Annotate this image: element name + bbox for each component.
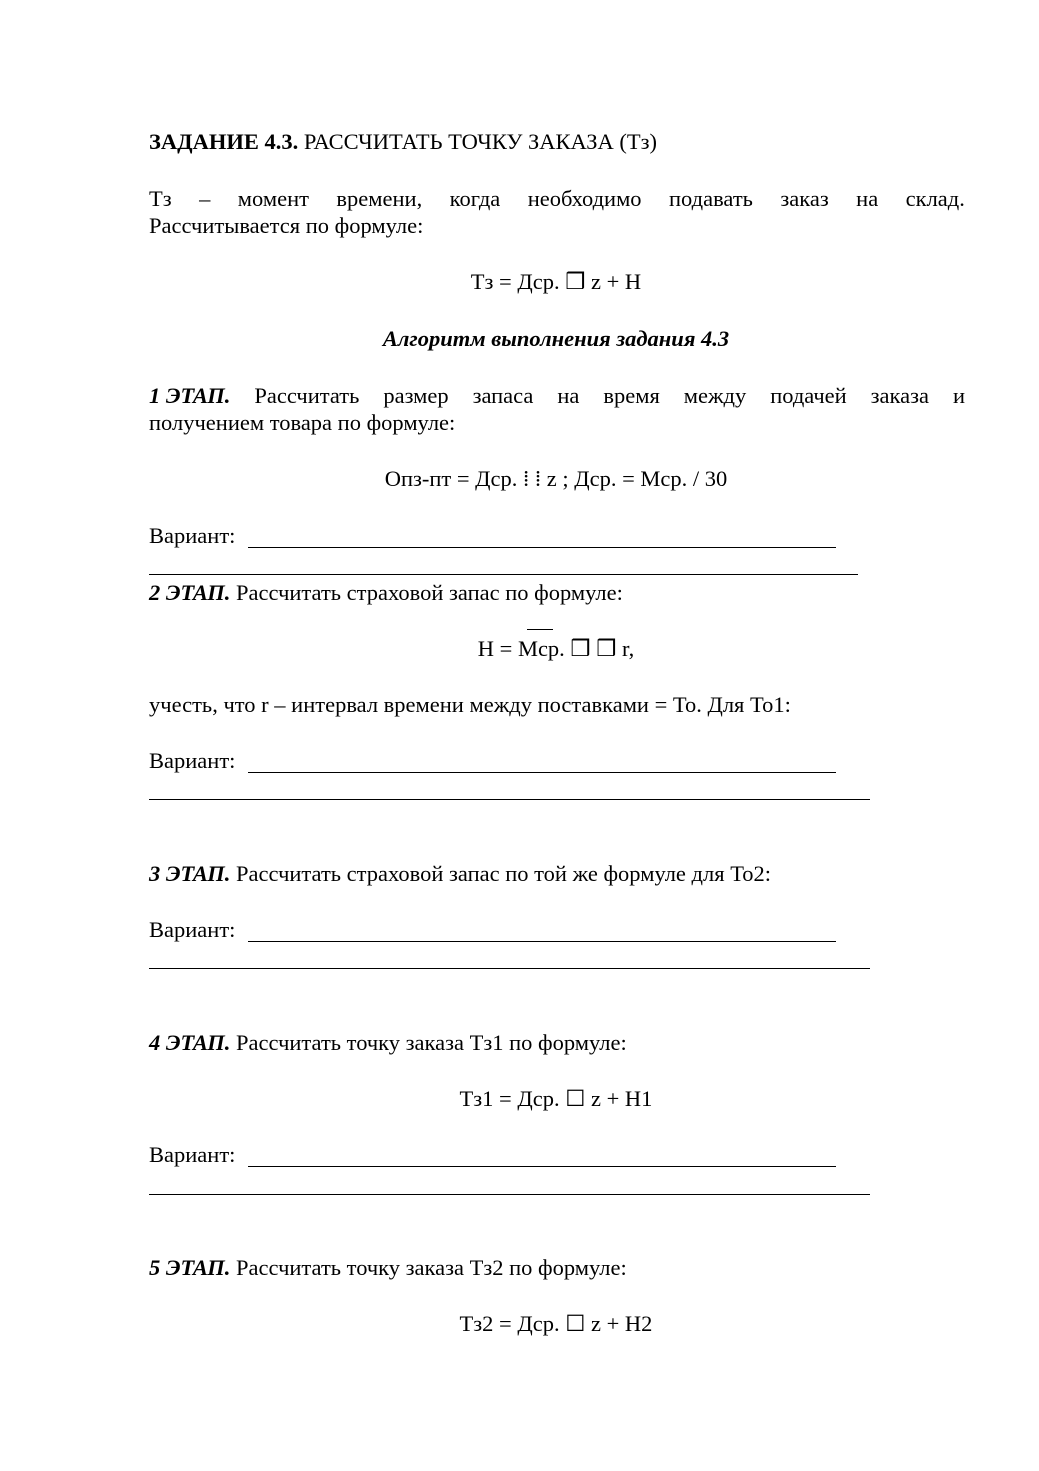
- intro-word: когда: [449, 186, 501, 211]
- intro-word: времени,: [336, 186, 423, 211]
- stage2-note: учесть, что r – интервал времени между поставками = То. Для То1:: [149, 692, 791, 717]
- stage1-word: запаса: [472, 383, 534, 408]
- stage3-text: Рассчитать страховой запас по той же формуле для То2:: [230, 861, 771, 886]
- stage1-line-2: получением товара по формуле:: [149, 410, 456, 435]
- stage1-word: между: [683, 383, 747, 408]
- stage1-variant-answer-line: [248, 547, 836, 548]
- stage5-label: 5 ЭТАП.: [149, 1255, 231, 1280]
- stage2-variant-answer-line: [248, 772, 836, 773]
- intro-line-1: [149, 186, 965, 212]
- stage2-answer-line: [149, 799, 870, 800]
- stage5-heading: [149, 1255, 627, 1281]
- stage4-answer-line: [149, 1194, 870, 1195]
- stage4-variant-label: Вариант:: [149, 1142, 236, 1167]
- stage2-formula: Н = Мср. ❒ ❒ r,: [477, 636, 635, 661]
- stage3-answer-line: [149, 968, 870, 969]
- intro-line-2: Рассчитывается по формуле:: [149, 213, 424, 238]
- stage3-variant-label: Вариант:: [149, 917, 236, 942]
- stage2-variant-label: Вариант:: [149, 748, 236, 773]
- intro-word: склад.: [905, 186, 965, 211]
- stage2-heading: [149, 580, 623, 606]
- stage1-word: и: [952, 383, 965, 408]
- stage1-word: время: [603, 383, 660, 408]
- task-title: [149, 129, 657, 155]
- intro-word: момент: [237, 186, 309, 211]
- stage4-label: 4 ЭТАП.: [149, 1030, 231, 1055]
- intro-word: подавать: [669, 186, 753, 211]
- intro-word: заказ: [780, 186, 829, 211]
- stage1-word: размер: [383, 383, 449, 408]
- stage4-formula: Тз1 = Дср. ☐ z + Н1: [459, 1086, 653, 1111]
- intro-word: на: [856, 186, 879, 211]
- intro-word: необходимо: [527, 186, 642, 211]
- stage1-word: Рассчитать: [254, 383, 360, 408]
- stage2-label: 2 ЭТАП.: [149, 580, 231, 605]
- stage4-heading: [149, 1030, 627, 1056]
- mean-overline: [527, 629, 553, 630]
- stage1-variant-label: Вариант:: [149, 523, 236, 548]
- intro-word: –: [199, 186, 211, 211]
- stage4-variant-answer-line: [248, 1166, 836, 1167]
- stage1-label: 1 ЭТАП.: [149, 383, 231, 408]
- stage1-word: подачей: [770, 383, 847, 408]
- stage1-word: на: [557, 383, 580, 408]
- task-title-text: РАССЧИТАТЬ ТОЧКУ ЗАКАЗА (Тз): [298, 129, 657, 154]
- stage5-text: Рассчитать точку заказа Тз2 по формуле:: [230, 1255, 627, 1280]
- task-number: ЗАДАНИЕ 4.3.: [149, 129, 299, 154]
- stage1-line-1: [149, 383, 965, 409]
- stage1-formula: Опз-пт = Дср. ⁞ ⁞ z ; Дср. = Мср. / 30: [384, 466, 728, 491]
- main-formula: Тз = Дср. ❒ z + Н: [470, 269, 642, 294]
- stage1-word: заказа: [870, 383, 929, 408]
- algorithm-heading: Алгоритм выполнения задания 4.3: [382, 326, 730, 351]
- stage1-answer-line: [149, 574, 858, 575]
- intro-word: Тз: [149, 186, 172, 211]
- stage3-heading: [149, 861, 771, 887]
- stage2-text: Рассчитать страховой запас по формуле:: [230, 580, 623, 605]
- stage4-text: Рассчитать точку заказа Тз1 по формуле:: [230, 1030, 627, 1055]
- stage3-label: 3 ЭТАП.: [149, 861, 231, 886]
- stage3-variant-answer-line: [248, 941, 836, 942]
- stage5-formula: Тз2 = Дср. ☐ z + Н2: [459, 1311, 653, 1336]
